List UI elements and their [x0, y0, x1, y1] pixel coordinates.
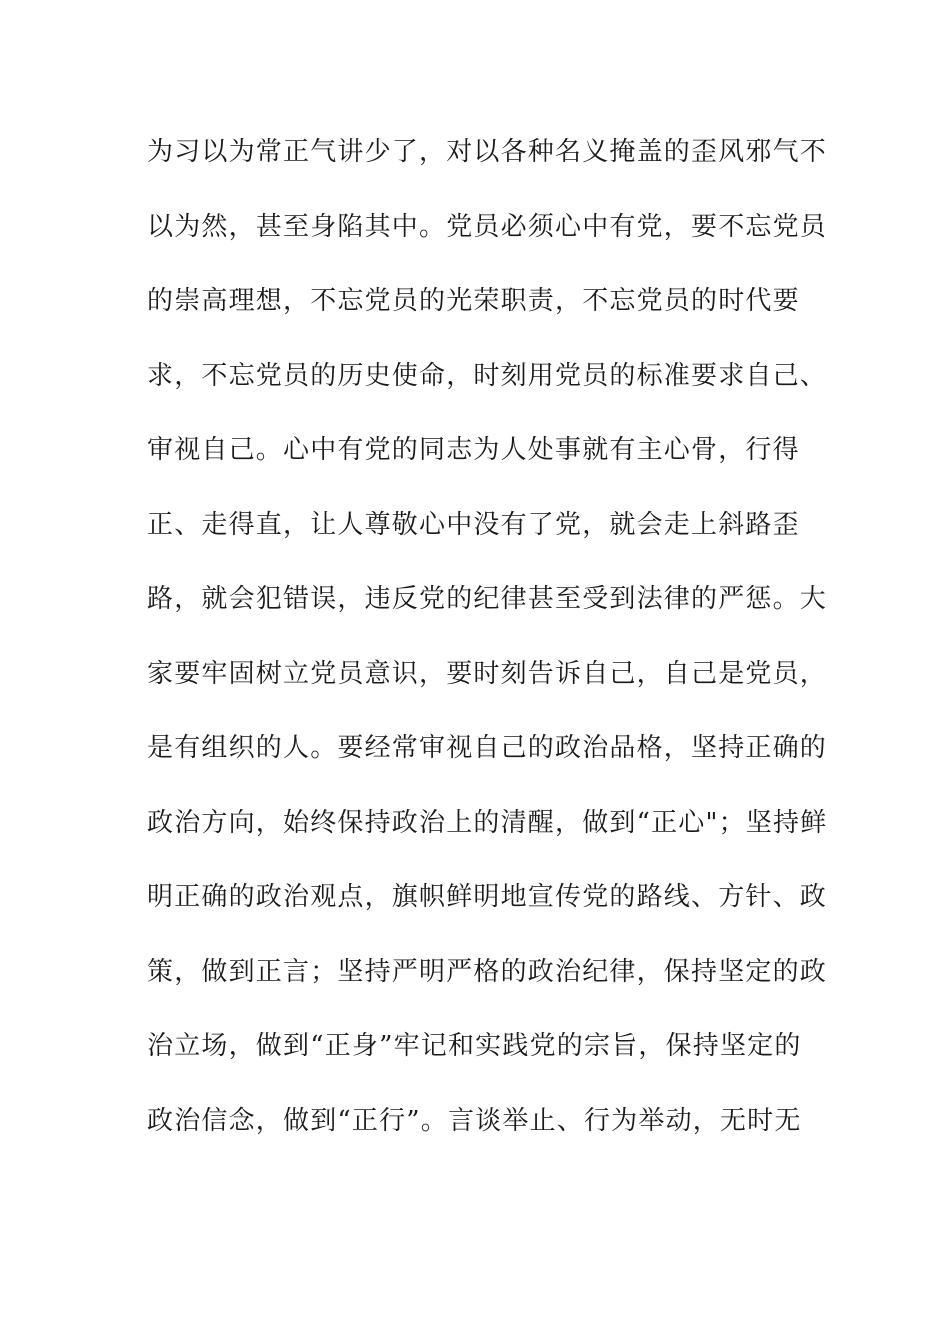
text-line-11: 明正确的政治观点，旗帜鲜明地宣传党的路线、方针、政 [147, 882, 828, 912]
text-line-8: 家要牢固树立党员意识，要时刻告诉自己，自己是党员， [147, 658, 828, 689]
text-line-5: 审视自己。心中有党的同志为人处事就有主心骨，行得 [147, 435, 800, 465]
text-line-7: 路，就会犯错误，违反党的纪律甚至受到法律的严惩。大 [147, 584, 828, 614]
text-line-12: 策，做到正言；坚持严明严格的政治纪律，保持坚定的政 [147, 956, 828, 987]
text-line-4: 求，不忘党员的历史使命，时刻用党员的标准要求自己、 [147, 360, 828, 391]
text-line-10: 政治方向，始终保持政治上的清醒，做到“正心"；坚持鲜 [147, 807, 828, 838]
text-line-9: 是有组织的人。要经常审视自己的政治品格，坚持正确的 [147, 733, 828, 763]
text-line-13: 治立场，做到“正身”牢记和实践党的宗旨，保持坚定的 [147, 1031, 802, 1061]
text-line-14: 政治信念，做到“正行”。言谈举止、行为举动，无时无 [147, 1105, 802, 1136]
text-line-1: 为习以为常正气讲少了，对以各种名义掩盖的歪风邪气不 [147, 137, 828, 167]
body-text [147, 128, 828, 1171]
text-line-2: 以为然，甚至身陷其中。党员必须心中有党，要不忘党员 [147, 211, 828, 242]
text-line-3: 的崇高理想，不忘党员的光荣职责，不忘党员的时代要 [147, 286, 800, 316]
text-line-6: 正、走得直，让人尊敬心中没有了党，就会走上斜路歪 [147, 509, 800, 540]
